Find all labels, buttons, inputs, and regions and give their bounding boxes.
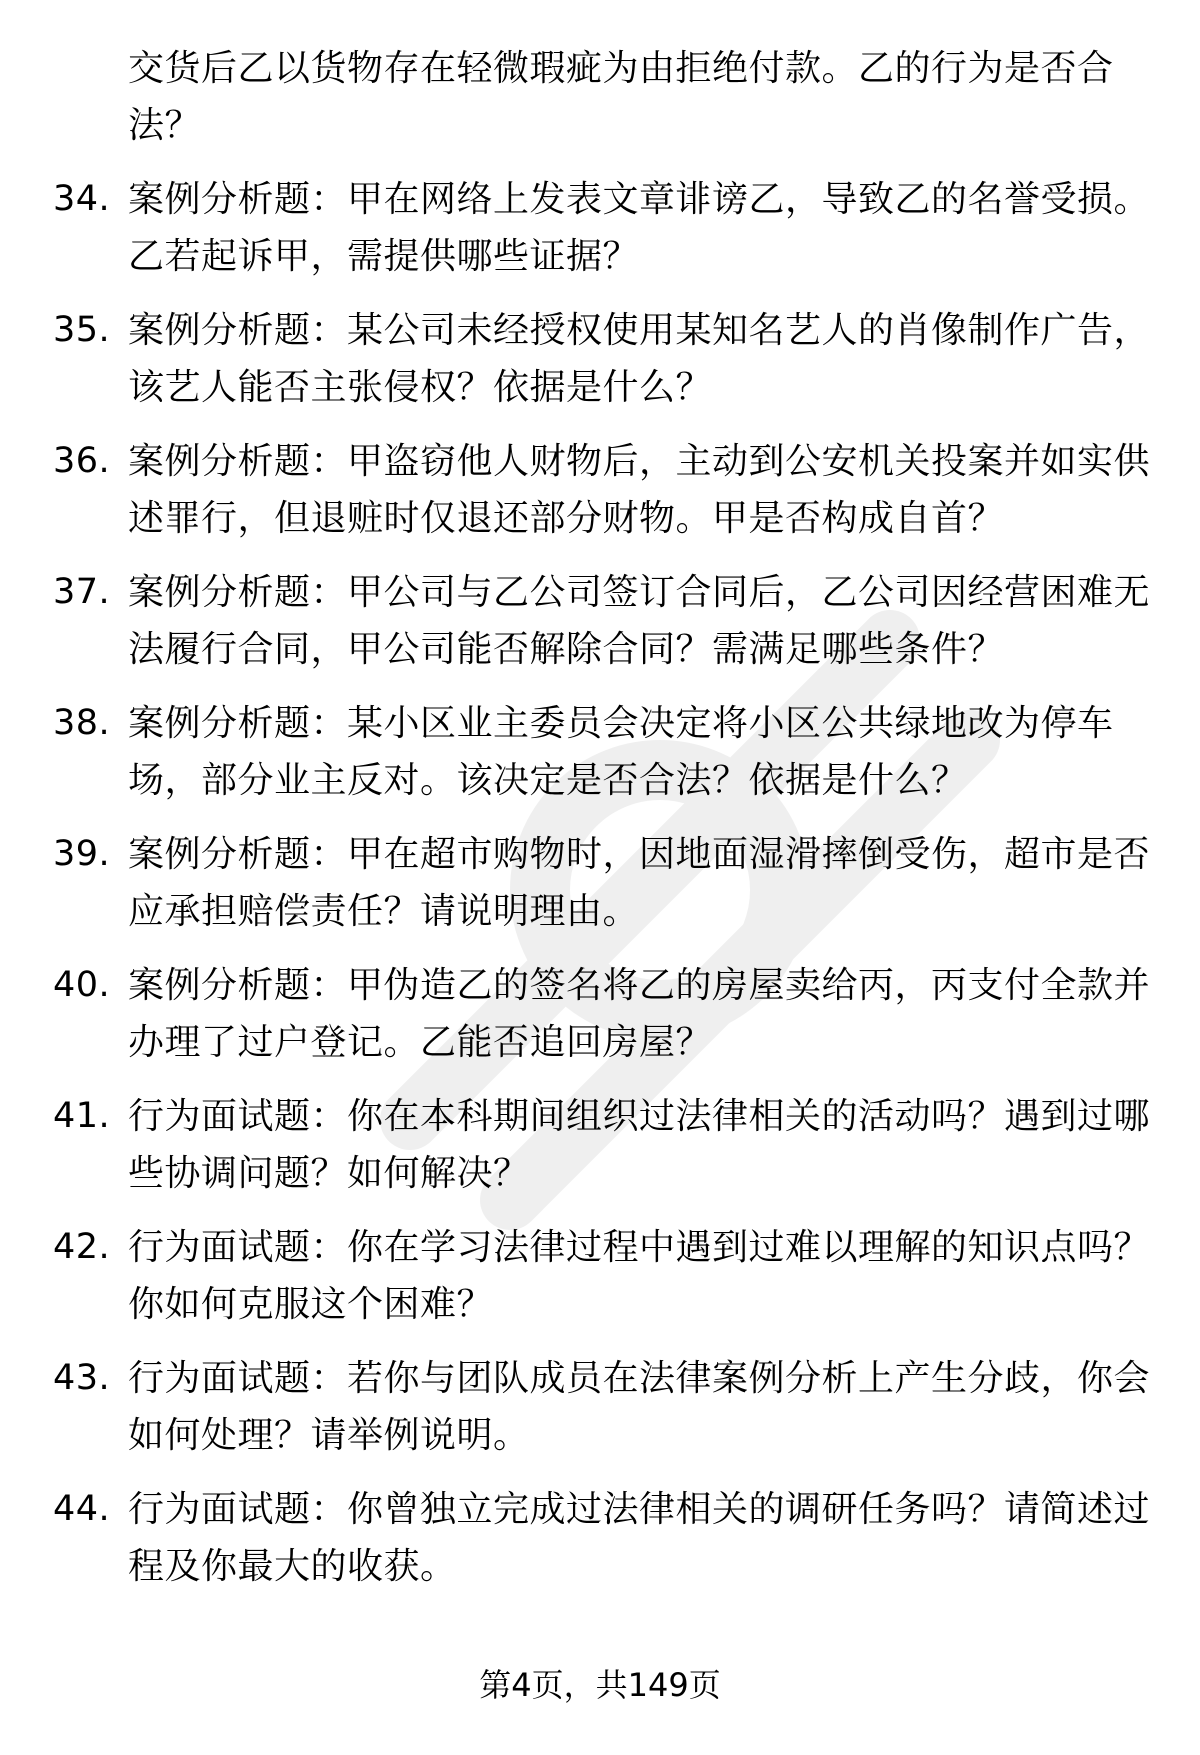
list-item: [0, 695, 1200, 809]
list-item: [0, 1481, 1200, 1595]
list-item: [0, 171, 1200, 285]
list-item: [0, 564, 1200, 678]
item-number: 34.: [53, 179, 111, 219]
item-text: 案例分析题：甲盗窃他人财物后，主动到公安机关投案并如实供述罪行，但退赃时仅退还部分财物。甲是否构成自首？: [128, 441, 1151, 539]
item-number: 43.: [53, 1358, 111, 1398]
item-text: 案例分析题：甲在网络上发表文章诽谤乙，导致乙的名誉受损。乙若起诉甲，需提供哪些证据？: [128, 179, 1151, 277]
item-text: 案例分析题：甲在超市购物时，因地面湿滑摔倒受伤，超市是否应承担赔偿责任？请说明理由。: [128, 834, 1151, 932]
item-number: 44.: [53, 1489, 111, 1529]
question-list: [0, 40, 1200, 1595]
item-number: 38.: [53, 703, 111, 743]
item-number: 42.: [53, 1227, 111, 1267]
item-number: 39.: [53, 834, 111, 874]
continuation-text: 交货后乙以货物存在轻微瑕疵为由拒绝付款。乙的行为是否合法？: [128, 48, 1114, 146]
list-item: [0, 957, 1200, 1071]
item-text: 行为面试题：你在学习法律过程中遇到过难以理解的知识点吗？你如何克服这个困难？: [128, 1227, 1151, 1325]
item-text: 行为面试题：若你与团队成员在法律案例分析上产生分歧，你会如何处理？请举例说明。: [128, 1358, 1151, 1456]
list-item: [0, 302, 1200, 416]
page-footer: 第4页，共149页: [479, 1666, 721, 1704]
item-text: 案例分析题：甲公司与乙公司签订合同后，乙公司因经营困难无法履行合同，甲公司能否解除合同？需满足哪些条件？: [128, 572, 1151, 670]
list-item: [0, 1350, 1200, 1464]
item-text: 案例分析题：某公司未经授权使用某知名艺人的肖像制作广告，该艺人能否主张侵权？依据是什么？: [128, 310, 1151, 408]
item-text: 案例分析题：某小区业主委员会决定将小区公共绿地改为停车场，部分业主反对。该决定是否合法？依据是什么？: [128, 703, 1114, 801]
item-number: 41.: [53, 1096, 111, 1136]
continuation-paragraph: [0, 40, 1200, 154]
item-number: 36.: [53, 441, 111, 481]
item-text: 案例分析题：甲伪造乙的签名将乙的房屋卖给丙，丙支付全款并办理了过户登记。乙能否追回房屋？: [128, 965, 1151, 1063]
list-item: [0, 1088, 1200, 1202]
item-number: 40.: [53, 965, 111, 1005]
item-text: 行为面试题：你曾独立完成过法律相关的调研任务吗？请简述过程及你最大的收获。: [128, 1489, 1151, 1587]
item-text: 行为面试题：你在本科期间组织过法律相关的活动吗？遇到过哪些协调问题？如何解决？: [128, 1096, 1151, 1194]
item-number: 37.: [53, 572, 111, 612]
list-item: [0, 826, 1200, 940]
list-item: [0, 1219, 1200, 1333]
item-number: 35.: [53, 310, 111, 350]
list-item: [0, 433, 1200, 547]
